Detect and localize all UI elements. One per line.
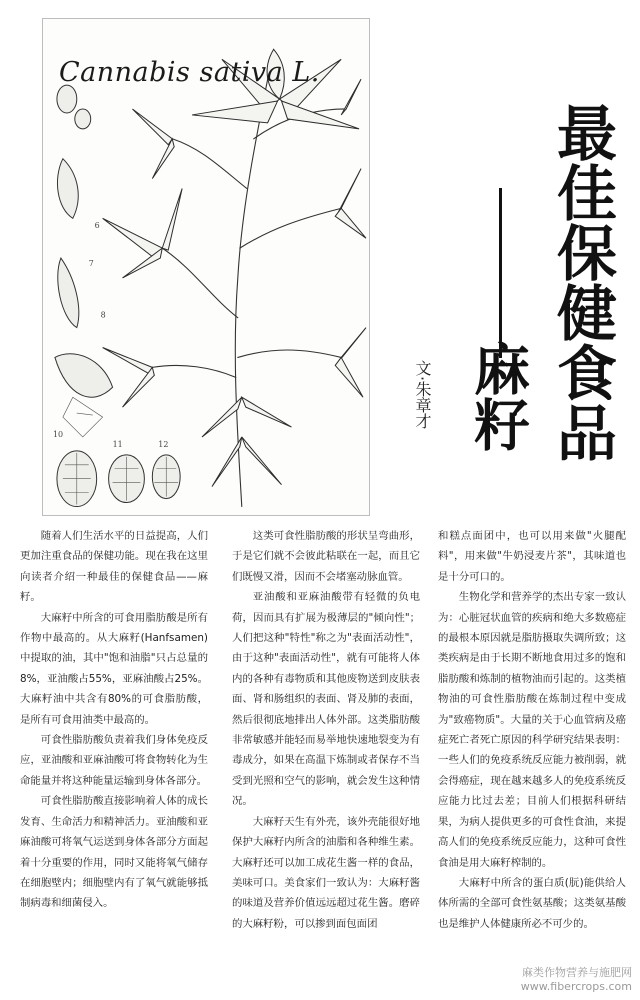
paragraph: 大麻籽天生有外壳，该外壳能很好地保护大麻籽内所含的油脂和各种维生素。大麻籽还可以加工成花生酱一样的食品，美味可口。美食家们一致认为：大麻籽酱的味道及营养价值远远超过花生酱。磨碎的大麻籽粉，可以掺到面包面团 bbox=[232, 815, 420, 930]
paragraph: 大麻籽中所含的可食用脂肪酸是所有作物中最高的。从大麻籽(Hanfsamen)中提取的油，其中"饱和油脂"只占总量的8%，亚油酸占55%，亚麻油酸占25%。大麻籽油中共含有80%的可食脂肪酸，是所有可食用油类中最高的。 bbox=[20, 611, 208, 726]
paragraph: 随着人们生活水平的日益提高，人们更加注重食品的保健功能。现在我在这里向读者介绍一种最佳的保健食品——麻籽。 bbox=[20, 530, 208, 604]
watermark-url: www.fibercrops.com bbox=[520, 980, 632, 993]
paragraph: 可食性脂肪酸直接影响着人体的成长发育、生命活力和精神活力。亚油酸和亚麻油酸可将氧气运送到身体各部分方面起着十分重要的作用，同时又能将氧气储存在细胞壁内；细胞壁内有了氧气就能够抵制病毒和细菌侵入。 bbox=[20, 795, 208, 910]
figure-number: 10 bbox=[52, 429, 64, 439]
paragraph: 可食性脂肪酸负责着我们身体免疫反应，亚油酸和亚麻油酸可将食物转化为生命能量并将这种能量运输到身体各部分。 bbox=[20, 734, 208, 787]
figure-number: 11 bbox=[112, 439, 123, 449]
paragraph: 大麻籽中所含的蛋白质(朊)能供给人体所需的全部可食性氨基酸；这类氨基酸也是维护人体健康所必不可少的。 bbox=[438, 876, 626, 930]
figure-number: 7 bbox=[88, 259, 94, 269]
article-title: 最佳保健食品 bbox=[547, 102, 617, 462]
watermark-site-name: 麻类作物营养与施肥网 bbox=[522, 966, 632, 979]
text-column-3 bbox=[438, 526, 626, 934]
text-column-2 bbox=[232, 526, 420, 934]
paragraph: 生物化学和营养学的杰出专家一致认为：心脏冠状血管的疾病和绝大多数癌症的最根本原因就是脂肪摄取失调所致；这类疾病是由于长期不断地食用过多的饱和脂肪酸和炼制的植物油而引起的。这类植物油的可食性脂肪酸在炼制过程中变成为"致癌物质"。大量的关于心血管病及癌症死亡者死亡原因的科学研究结果表明：一些人们的免疫系统反应能力被削弱，就会得癌症，现在越来越多人的免疫系统反应能力比过去差；目前人们根据科研结果，为病人提供更多的可食性食油，来提高人们的免疫系统反应能力，这种可食性食油是用大麻籽榨制的。 bbox=[438, 591, 626, 869]
paragraph: 亚油酸和亚麻油酸带有轻微的负电荷，因而具有扩展为极薄层的"倾向性"；人们把这种"特性"称之为"表面活动性"，由于这种"表面活动性"，就有可能将人体内的各种有毒物质和其他废物送到皮肤表面、肾和肠组织的表面、肾及肺的表面，然后很彻底地排出人体外部。这类脂肪酸非常敏感并能轻而易举地快速地裂变为有毒成分，如果在高温下炼制或者保存不当受到光照和空气的影响，就会发生这种情况。 bbox=[232, 591, 420, 808]
text-column-1 bbox=[20, 526, 208, 914]
plant-drawing bbox=[43, 19, 369, 515]
author-byline: 文·朱章才 bbox=[413, 360, 432, 430]
paragraph: 和糕点面团中，也可以用来做"火腿配料"，用来做"牛奶浸麦片茶"，其味道也是十分可口的。 bbox=[438, 530, 626, 583]
paragraph: 这类可食性脂肪酸的形状呈弯曲形，于是它们就不会彼此粘联在一起，而且它们既慢又滑，因而不会堵塞动脉血管。 bbox=[232, 530, 420, 583]
figure-number: 8 bbox=[100, 310, 106, 320]
illustration-title: Cannabis sativa L. bbox=[59, 57, 320, 88]
site-watermark bbox=[508, 966, 632, 994]
article-subtitle: 麻籽 bbox=[465, 340, 530, 452]
figure-number: 6 bbox=[94, 221, 100, 231]
title-dash-divider bbox=[499, 188, 502, 358]
figure-number: 12 bbox=[158, 439, 169, 449]
cannabis-botanical-illustration bbox=[42, 18, 370, 516]
